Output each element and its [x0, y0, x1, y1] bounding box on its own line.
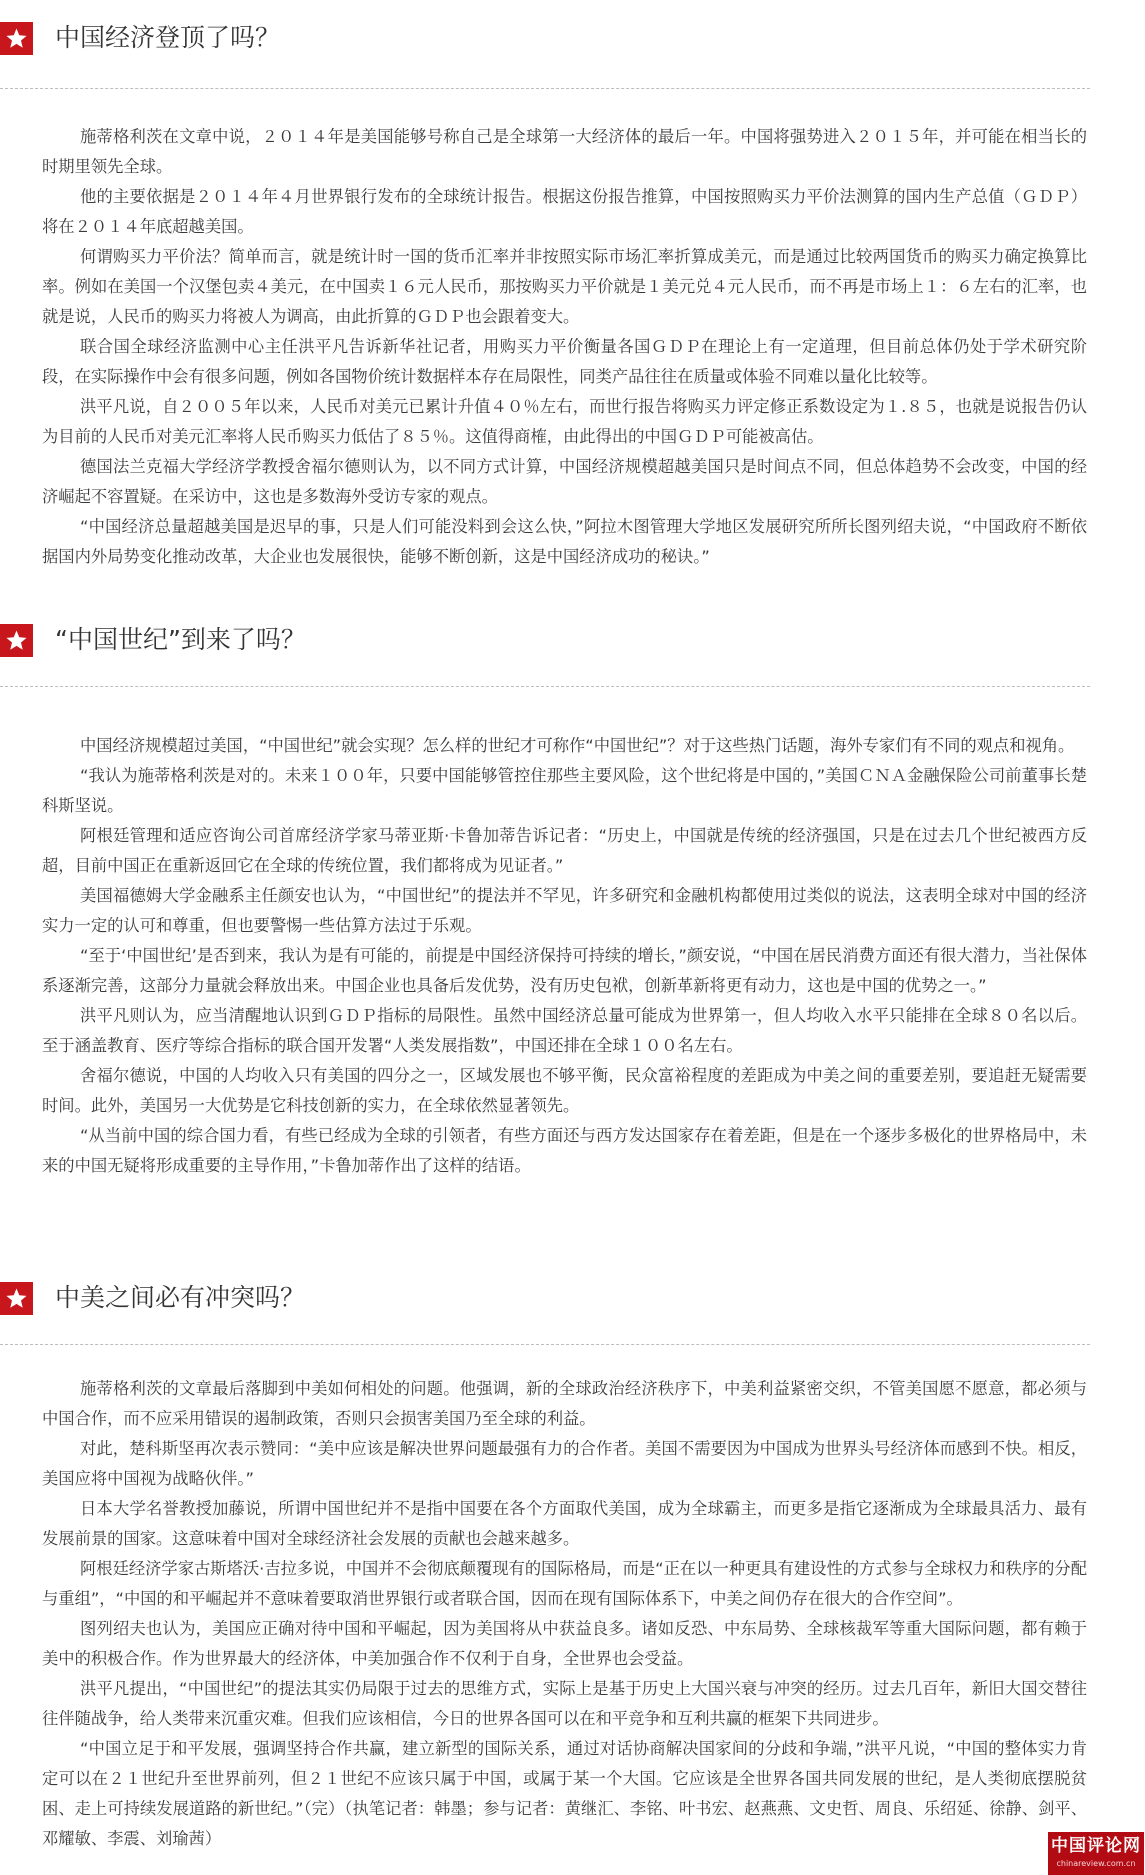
section-title: 中美之间必有冲突吗？: [55, 1283, 306, 1312]
section-body: [42, 1374, 1087, 1854]
section-body: [42, 731, 1087, 1181]
paragraph: “中国经济总量超越美国是迟早的事，只是人们可能没料到会这么快，”阿拉木图管理大学地区发展研究所所长图列绍夫说，“中国政府不断依据国内外局势变化推动改革，大企业也发展很快，能够不断创新，这是中国经济成功的秘诀。”: [42, 517, 1087, 566]
watermark-title: 中国评论网: [1051, 1836, 1141, 1856]
star-icon: [0, 22, 33, 55]
paragraph: 洪平凡说，自２００５年以来，人民币对美元已累计升值４０％左右，而世行报告将购买力评定修正系数设定为１.８５，也就是说报告仍认为目前的人民币对美元汇率将人民币购买力低估了８５％。这值得商榷，由此得出的中国ＧＤＰ可能被高估。: [42, 397, 1087, 446]
paragraph: 德国法兰克福大学经济学教授舍福尔德则认为，以不同方式计算，中国经济规模超越美国只是时间点不同，但总体趋势不会改变，中国的经济崛起不容置疑。在采访中，这也是多数海外受访专家的观点。: [42, 457, 1087, 506]
section-title: 中国经济登顶了吗？: [55, 23, 281, 52]
watermark-url: chinareview.com.cn: [1056, 1859, 1136, 1868]
paragraph: 阿根廷管理和适应咨询公司首席经济学家马蒂亚斯·卡鲁加蒂告诉记者：“历史上，中国就是传统的经济强国，只是在过去几个世纪被西方反超，目前中国正在重新返回它在全球的传统位置，我们都将成为见证者。”: [42, 826, 1087, 875]
section-divider: [0, 686, 1090, 687]
paragraph: 施蒂格利茨在文章中说，２０１４年是美国能够号称自己是全球第一大经济体的最后一年。中国将强势进入２０１５年，并可能在相当长的时期里领先全球。: [42, 127, 1087, 176]
paragraph: 何谓购买力平价法？简单而言，就是统计时一国的货币汇率并非按照实际市场汇率折算成美元，而是通过比较两国货币的购买力确定换算比率。例如在美国一个汉堡包卖４美元，在中国卖１６元人民币，那按购买力平价就是１美元兑４元人民币，而不再是市场上１：６左右的汇率，也就是说，人民币的购买力将被人为调高，由此折算的ＧＤＰ也会跟着变大。: [42, 247, 1087, 326]
section-economy-top: [0, 14, 1145, 54]
paragraph: 他的主要依据是２０１４年４月世界银行发布的全球统计报告。根据这份报告推算，中国按照购买力平价法测算的国内生产总值（ＧＤＰ）将在２０１４年底超越美国。: [42, 187, 1087, 236]
paragraph: 中国经济规模超过美国，“中国世纪”就会实现？怎么样的世纪才可称作“中国世纪”？对于这些热门话题，海外专家们有不同的观点和视角。: [80, 736, 1075, 755]
paragraph: “至于‘中国世纪’是否到来，我认为是有可能的，前提是中国经济保持可持续的增长，”颜安说，“中国在居民消费方面还有很大潜力，当社保体系逐渐完善，这部分力量就会释放出来。中国企业也具备后发优势，没有历史包袱，创新革新将更有动力，这也是中国的优势之一。”: [42, 946, 1087, 995]
section-divider: [0, 1344, 1090, 1345]
paragraph: 日本大学名誉教授加藤说，所谓中国世纪并不是指中国要在各个方面取代美国，成为全球霸主，而更多是指它逐渐成为全球最具活力、最有发展前景的国家。这意味着中国对全球经济社会发展的贡献也会越来越多。: [42, 1499, 1087, 1548]
site-watermark-logo: [1048, 1832, 1144, 1875]
paragraph: 洪平凡提出，“中国世纪”的提法其实仍局限于过去的思维方式，实际上是基于历史上大国兴衰与冲突的经历。过去几百年，新旧大国交替往往伴随战争，给人类带来沉重灾难。但我们应该相信，今日的世界各国可以在和平竞争和互利共赢的框架下共同进步。: [42, 1679, 1087, 1728]
paragraph: 施蒂格利茨的文章最后落脚到中美如何相处的问题。他强调，新的全球政治经济秩序下，中美利益紧密交织，不管美国愿不愿意，都必须与中国合作，而不应采用错误的遏制政策，否则只会损害美国乃至全球的利益。: [42, 1379, 1087, 1428]
paragraph: 美国福德姆大学金融系主任颜安也认为，“中国世纪”的提法并不罕见，许多研究和金融机构都使用过类似的说法，这表明全球对中国的经济实力一定的认可和尊重，但也要警惕一些估算方法过于乐观。: [42, 886, 1087, 935]
section-heading: [0, 616, 1145, 656]
paragraph: 联合国全球经济监测中心主任洪平凡告诉新华社记者，用购买力平价衡量各国ＧＤＰ在理论上有一定道理，但目前总体仍处于学术研究阶段，在实际操作中会有很多问题，例如各国物价统计数据样本存在局限性，同类产品往往在质量或体验不同难以量化比较等。: [42, 337, 1087, 386]
star-icon: [0, 624, 33, 657]
section-body: [42, 122, 1087, 572]
section-us-china-conflict: [0, 1274, 1145, 1314]
paragraph: 阿根廷经济学家古斯塔沃·吉拉多说，中国并不会彻底颠覆现有的国际格局，而是“正在以一种更具有建设性的方式参与全球权力和秩序的分配与重组”，“中国的和平崛起并不意味着要取消世界银行或者联合国，因而在现有国际体系下，中美之间仍存在很大的合作空间”。: [42, 1559, 1087, 1608]
section-china-century: [0, 616, 1145, 656]
paragraph: 洪平凡则认为，应当清醒地认识到ＧＤＰ指标的局限性。虽然中国经济总量可能成为世界第一，但人均收入水平只能排在全球８０名以后。至于涵盖教育、医疗等综合指标的联合国开发署“人类发展指数”，中国还排在全球１００名左右。: [42, 1006, 1087, 1055]
section-title: “中国世纪”到来了吗？: [55, 625, 306, 654]
section-heading: [0, 14, 1145, 54]
paragraph: 对此，楚科斯坚再次表示赞同：“美中应该是解决世界问题最强有力的合作者。美国不需要因为中国成为世界头号经济体而感到不快。相反，美国应将中国视为战略伙伴。”: [42, 1439, 1087, 1488]
section-heading: [0, 1274, 1145, 1314]
paragraph: 图列绍夫也认为，美国应正确对待中国和平崛起，因为美国将从中获益良多。诸如反恐、中东局势、全球核裁军等重大国际问题，都有赖于美中的积极合作。作为世界最大的经济体，中美加强合作不仅利于自身，全世界也会受益。: [42, 1619, 1087, 1668]
paragraph: “从当前中国的综合国力看，有些已经成为全球的引领者，有些方面还与西方发达国家存在着差距，但是在一个逐步多极化的世界格局中，未来的中国无疑将形成重要的主导作用，”卡鲁加蒂作出了这样的结语。: [42, 1126, 1087, 1175]
paragraph: “我认为施蒂格利茨是对的。未来１００年，只要中国能够管控住那些主要风险，这个世纪将是中国的，”美国ＣＮＡ金融保险公司前董事长楚科斯坚说。: [42, 766, 1087, 815]
paragraph: 舍福尔德说，中国的人均收入只有美国的四分之一，区域发展也不够平衡，民众富裕程度的差距成为中美之间的重要差别，要追赶无疑需要时间。此外，美国另一大优势是它科技创新的实力，在全球依然显著领先。: [42, 1066, 1087, 1115]
paragraph: “中国立足于和平发展，强调坚持合作共赢，建立新型的国际关系，通过对话协商解决国家间的分歧和争端，”洪平凡说，“中国的整体实力肯定可以在２１世纪升至世界前列，但２１世纪不应该只属于中国，或属于某一个大国。它应该是全世界各国共同发展的世纪，是人类彻底摆脱贫困、走上可持续发展道路的新世纪。”（完）（执笔记者：韩墨；参与记者：黄继汇、李铭、叶书宏、赵燕燕、文史哲、周良、乐绍延、徐静、剑平、邓耀敏、李震、刘瑜茜）: [42, 1739, 1087, 1848]
section-divider: [0, 88, 1090, 89]
star-icon: [0, 1282, 33, 1315]
